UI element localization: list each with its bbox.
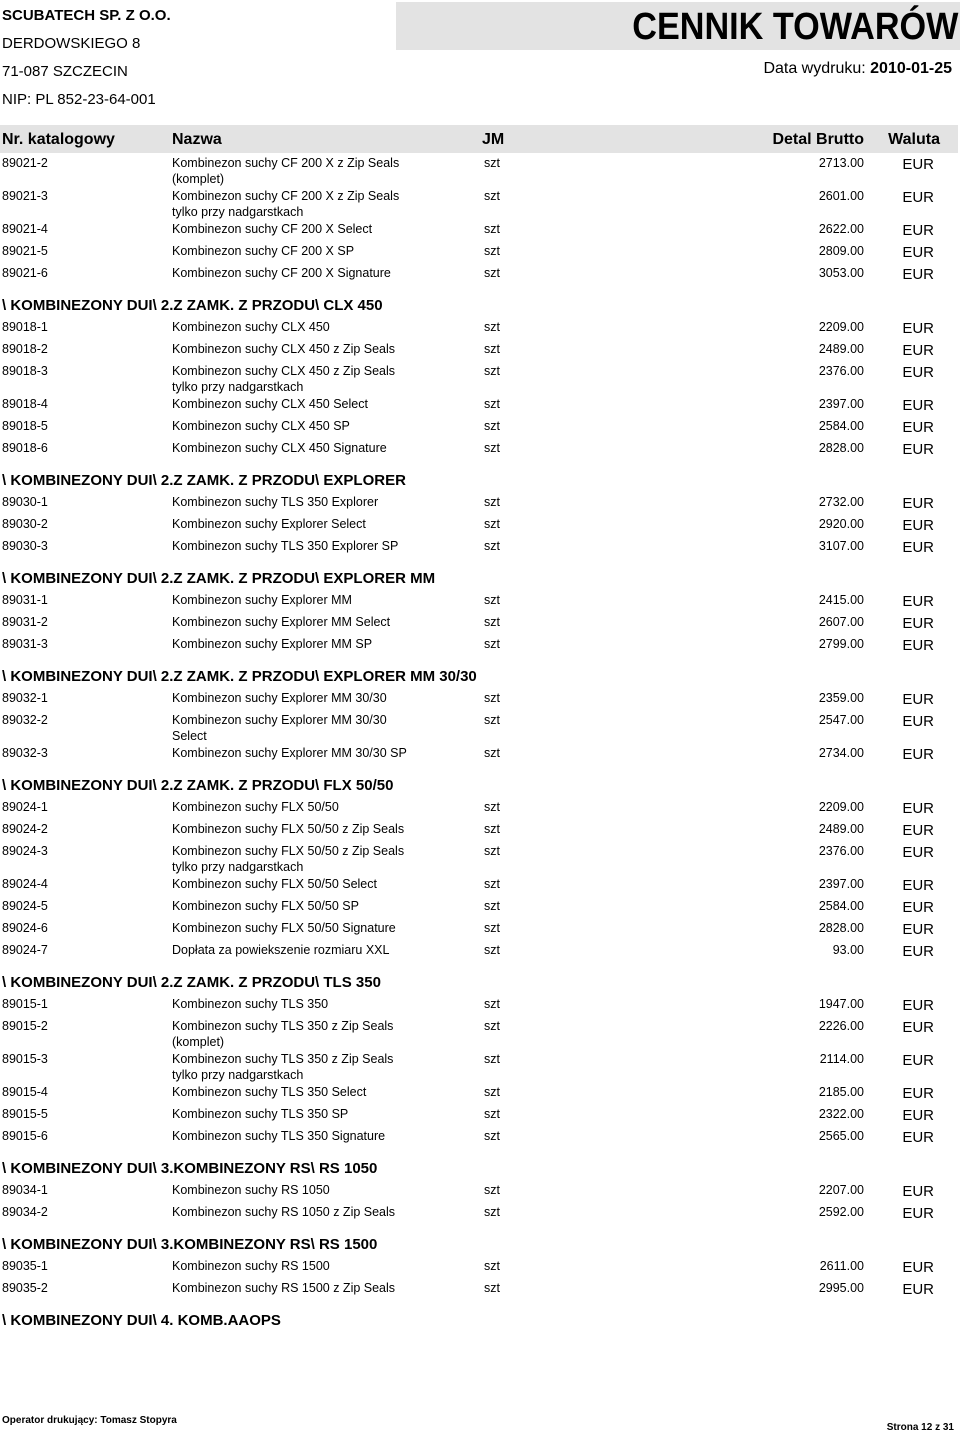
column-header-unit: JM xyxy=(482,131,505,148)
product-name-line1: Kombinezon suchy RS 1050 xyxy=(172,1183,330,1197)
catalog-number: 89015-5 xyxy=(2,1107,48,1121)
unit: szt xyxy=(484,1183,500,1197)
unit: szt xyxy=(484,691,500,705)
catalog-number: 89018-1 xyxy=(2,320,48,334)
price: 2828.00 xyxy=(818,441,864,455)
currency: EUR xyxy=(902,593,934,610)
catalog-number: 89018-6 xyxy=(2,441,48,455)
catalog-number: 89018-2 xyxy=(2,342,48,356)
product-name-line1: Kombinezon suchy CLX 450 SP xyxy=(172,419,350,433)
catalog-number: 89021-4 xyxy=(2,222,48,236)
unit: szt xyxy=(484,997,500,1011)
unit: szt xyxy=(484,495,500,509)
product-name xyxy=(172,614,422,630)
unit: szt xyxy=(484,1052,500,1066)
price: 2799.00 xyxy=(818,637,864,651)
price: 2584.00 xyxy=(818,419,864,433)
product-name xyxy=(172,898,422,914)
product-name xyxy=(172,363,422,395)
product-name xyxy=(172,1106,422,1122)
currency: EUR xyxy=(902,943,934,960)
product-name-line1: Kombinezon suchy TLS 350 SP xyxy=(172,1107,349,1121)
catalog-number: 89030-1 xyxy=(2,495,48,509)
catalog-number: 89034-1 xyxy=(2,1183,48,1197)
product-name-line1: Kombinezon suchy Explorer Select xyxy=(172,517,366,531)
price: 2622.00 xyxy=(818,222,864,236)
product-name-line1: Kombinezon suchy RS 1050 z Zip Seals xyxy=(172,1205,396,1219)
currency: EUR xyxy=(902,364,934,381)
currency: EUR xyxy=(902,1052,934,1069)
unit: szt xyxy=(484,1085,500,1099)
currency: EUR xyxy=(902,342,934,359)
catalog-number: 89021-5 xyxy=(2,244,48,258)
price: 2376.00 xyxy=(818,844,864,858)
price: 2734.00 xyxy=(818,746,864,760)
product-name xyxy=(172,1258,422,1274)
product-name-line1: Kombinezon suchy FLX 50/50 Signature xyxy=(172,921,396,935)
product-name-line1: Kombinezon suchy CLX 450 xyxy=(172,320,330,334)
catalog-number: 89031-2 xyxy=(2,615,48,629)
currency: EUR xyxy=(902,320,934,337)
product-name-line1: Kombinezon suchy Explorer MM xyxy=(172,593,352,607)
company-name: SCUBATECH SP. Z O.O. xyxy=(2,7,171,24)
price: 2322.00 xyxy=(818,1107,864,1121)
print-date xyxy=(763,60,952,78)
catalog-number: 89024-6 xyxy=(2,921,48,935)
price: 3107.00 xyxy=(818,539,864,553)
product-name-line1: Kombinezon suchy FLX 50/50 z Zip Seals xyxy=(172,844,405,858)
price: 2209.00 xyxy=(818,320,864,334)
product-name-line1: Kombinezon suchy RS 1500 z Zip Seals xyxy=(172,1281,396,1295)
catalog-number: 89035-1 xyxy=(2,1259,48,1273)
catalog-number: 89034-2 xyxy=(2,1205,48,1219)
price: 2114.00 xyxy=(819,1052,864,1066)
unit: szt xyxy=(484,1107,500,1121)
currency: EUR xyxy=(902,1129,934,1146)
unit: szt xyxy=(484,746,500,760)
section-heading: \ KOMBINEZONY DUI\ 2.Z ZAMK. Z PRZODU\ EXPLORER MM 30/30 xyxy=(2,668,477,685)
currency: EUR xyxy=(902,517,934,534)
product-name xyxy=(172,221,422,237)
product-name-line1: Kombinezon suchy TLS 350 z Zip Seals xyxy=(172,1052,394,1066)
unit: szt xyxy=(484,320,500,334)
catalog-number: 89015-4 xyxy=(2,1085,48,1099)
catalog-number: 89018-5 xyxy=(2,419,48,433)
product-name xyxy=(172,1280,422,1296)
unit: szt xyxy=(484,615,500,629)
price: 2607.00 xyxy=(818,615,864,629)
product-name xyxy=(172,843,422,875)
unit: szt xyxy=(484,822,500,836)
section-heading: \ KOMBINEZONY DUI\ 2.Z ZAMK. Z PRZODU\ EXPLORER MM xyxy=(2,570,436,587)
column-header-name: Nazwa xyxy=(172,131,222,148)
product-name xyxy=(172,418,422,434)
currency: EUR xyxy=(902,637,934,654)
unit: szt xyxy=(484,921,500,935)
currency: EUR xyxy=(902,1107,934,1124)
currency: EUR xyxy=(902,746,934,763)
column-header-currency: Waluta xyxy=(888,131,940,148)
unit: szt xyxy=(484,637,500,651)
section-heading: \ KOMBINEZONY DUI\ 2.Z ZAMK. Z PRZODU\ TLS 350 xyxy=(2,974,381,991)
product-name-line1: Kombinezon suchy CLX 450 Signature xyxy=(172,441,387,455)
unit: szt xyxy=(484,899,500,913)
price: 2397.00 xyxy=(818,397,864,411)
price: 2489.00 xyxy=(818,342,864,356)
currency: EUR xyxy=(902,539,934,556)
unit: szt xyxy=(484,419,500,433)
section-heading: \ KOMBINEZONY DUI\ 3.KOMBINEZONY RS\ RS 1050 xyxy=(2,1160,378,1177)
currency: EUR xyxy=(902,921,934,938)
currency: EUR xyxy=(902,800,934,817)
product-name xyxy=(172,636,422,652)
unit: szt xyxy=(484,342,500,356)
product-name-line1: Kombinezon suchy TLS 350 Select xyxy=(172,1085,367,1099)
footer-page-number: Strona 12 z 31 xyxy=(886,1422,954,1433)
currency: EUR xyxy=(902,877,934,894)
product-name xyxy=(172,1128,422,1144)
company-street: DERDOWSKIEGO 8 xyxy=(2,35,141,52)
unit: szt xyxy=(484,713,500,727)
price: 1947.00 xyxy=(818,997,864,1011)
product-name xyxy=(172,996,422,1012)
unit: szt xyxy=(484,1205,500,1219)
product-name-line1: Kombinezon suchy CF 200 X SP xyxy=(172,244,355,258)
unit: szt xyxy=(484,222,500,236)
catalog-number: 89032-1 xyxy=(2,691,48,705)
company-info xyxy=(2,2,382,114)
currency: EUR xyxy=(902,441,934,458)
unit: szt xyxy=(484,364,500,378)
product-name xyxy=(172,1182,422,1198)
product-name xyxy=(172,712,422,744)
document-title: CENNIK TOWARÓW xyxy=(631,6,958,48)
product-name xyxy=(172,319,422,335)
product-name xyxy=(172,1204,422,1220)
currency: EUR xyxy=(902,244,934,261)
price: 2611.00 xyxy=(819,1259,864,1273)
column-header-catalog: Nr. katalogowy xyxy=(2,131,115,148)
unit: szt xyxy=(484,877,500,891)
price: 2920.00 xyxy=(818,517,864,531)
currency: EUR xyxy=(902,822,934,839)
product-name xyxy=(172,1018,422,1050)
catalog-number: 89015-2 xyxy=(2,1019,48,1033)
currency: EUR xyxy=(902,1205,934,1222)
product-name-line1: Kombinezon suchy Explorer MM 30/30 SP xyxy=(172,746,407,760)
unit: szt xyxy=(484,1019,500,1033)
unit: szt xyxy=(484,539,500,553)
catalog-number: 89030-2 xyxy=(2,517,48,531)
product-name xyxy=(172,745,422,761)
product-name-line1: Kombinezon suchy TLS 350 Signature xyxy=(172,1129,386,1143)
catalog-number: 89024-2 xyxy=(2,822,48,836)
product-name xyxy=(172,440,422,456)
catalog-number: 89030-3 xyxy=(2,539,48,553)
product-name-line1: Kombinezon suchy CLX 450 z Zip Seals xyxy=(172,364,396,378)
product-name xyxy=(172,592,422,608)
catalog-number: 89031-3 xyxy=(2,637,48,651)
catalog-number: 89021-3 xyxy=(2,189,48,203)
product-name xyxy=(172,538,422,554)
product-name xyxy=(172,243,422,259)
company-nip: NIP: PL 852-23-64-001 xyxy=(2,91,156,108)
catalog-number: 89018-4 xyxy=(2,397,48,411)
price: 93.00 xyxy=(832,943,864,957)
price: 2415.00 xyxy=(818,593,864,607)
product-name-line1: Kombinezon suchy FLX 50/50 xyxy=(172,800,339,814)
product-name-line1: Kombinezon suchy TLS 350 z Zip Seals xyxy=(172,1019,394,1033)
footer-operator: Operator drukujący: Tomasz Stopyra xyxy=(2,1415,177,1426)
product-name-line1: Kombinezon suchy FLX 50/50 Select xyxy=(172,877,377,891)
product-name xyxy=(172,155,422,187)
price: 2584.00 xyxy=(818,899,864,913)
catalog-number: 89032-3 xyxy=(2,746,48,760)
catalog-number: 89024-4 xyxy=(2,877,48,891)
product-name-line2: (komplet) xyxy=(172,1035,225,1049)
unit: szt xyxy=(484,1129,500,1143)
section-heading: \ KOMBINEZONY DUI\ 2.Z ZAMK. Z PRZODU\ EXPLORER xyxy=(2,472,406,489)
unit: szt xyxy=(484,844,500,858)
product-name-line2: tylko przy nadgarstkach xyxy=(172,860,304,874)
price: 2185.00 xyxy=(818,1085,864,1099)
unit: szt xyxy=(484,441,500,455)
product-name-line1: Kombinezon suchy CF 200 X z Zip Seals xyxy=(172,189,400,203)
price: 2601.00 xyxy=(818,189,864,203)
product-name xyxy=(172,341,422,357)
catalog-number: 89024-3 xyxy=(2,844,48,858)
product-name-line2: (komplet) xyxy=(172,172,225,186)
product-name-line1: Kombinezon suchy CF 200 X z Zip Seals xyxy=(172,156,400,170)
currency: EUR xyxy=(902,1259,934,1276)
price: 2226.00 xyxy=(818,1019,864,1033)
column-header-price: Detal Brutto xyxy=(772,131,864,148)
currency: EUR xyxy=(902,495,934,512)
print-date-value: 2010-01-25 xyxy=(870,60,952,77)
company-city: 71-087 SZCZECIN xyxy=(2,63,128,80)
price: 2713.00 xyxy=(818,156,864,170)
product-name-line1: Kombinezon suchy Explorer MM SP xyxy=(172,637,373,651)
print-date-label: Data wydruku: xyxy=(763,60,866,77)
product-name xyxy=(172,396,422,412)
price: 2565.00 xyxy=(818,1129,864,1143)
price: 2547.00 xyxy=(818,713,864,727)
currency: EUR xyxy=(902,691,934,708)
catalog-number: 89031-1 xyxy=(2,593,48,607)
price: 2209.00 xyxy=(818,800,864,814)
product-name-line1: Kombinezon suchy TLS 350 Explorer xyxy=(172,495,379,509)
title-box xyxy=(396,2,960,50)
unit: szt xyxy=(484,156,500,170)
product-name-line1: Dopłata za powiekszenie rozmiaru XXL xyxy=(172,943,390,957)
catalog-number: 89021-2 xyxy=(2,156,48,170)
price: 2828.00 xyxy=(818,921,864,935)
product-name-line1: Kombinezon suchy TLS 350 xyxy=(172,997,329,1011)
price: 2809.00 xyxy=(818,244,864,258)
unit: szt xyxy=(484,189,500,203)
section-heading: \ KOMBINEZONY DUI\ 4. KOMB.AAOPS xyxy=(2,1312,281,1329)
section-heading: \ KOMBINEZONY DUI\ 3.KOMBINEZONY RS\ RS 1500 xyxy=(2,1236,378,1253)
catalog-number: 89015-1 xyxy=(2,997,48,1011)
unit: szt xyxy=(484,266,500,280)
product-name-line1: Kombinezon suchy CF 200 X Select xyxy=(172,222,373,236)
catalog-number: 89024-1 xyxy=(2,800,48,814)
product-name-line1: Kombinezon suchy TLS 350 Explorer SP xyxy=(172,539,399,553)
price: 2732.00 xyxy=(818,495,864,509)
currency: EUR xyxy=(902,899,934,916)
product-name-line1: Kombinezon suchy FLX 50/50 SP xyxy=(172,899,359,913)
section-heading: \ KOMBINEZONY DUI\ 2.Z ZAMK. Z PRZODU\ FLX 50/50 xyxy=(2,777,394,794)
unit: szt xyxy=(484,517,500,531)
currency: EUR xyxy=(902,222,934,239)
product-name xyxy=(172,1051,422,1083)
currency: EUR xyxy=(902,615,934,632)
currency: EUR xyxy=(902,1281,934,1298)
product-name-line1: Kombinezon suchy Explorer MM Select xyxy=(172,615,391,629)
currency: EUR xyxy=(902,189,934,206)
currency: EUR xyxy=(902,419,934,436)
product-name xyxy=(172,876,422,892)
product-name xyxy=(172,494,422,510)
catalog-number: 89035-2 xyxy=(2,1281,48,1295)
product-name xyxy=(172,920,422,936)
unit: szt xyxy=(484,244,500,258)
product-name xyxy=(172,799,422,815)
product-name xyxy=(172,516,422,532)
product-name-line2: tylko przy nadgarstkach xyxy=(172,380,304,394)
currency: EUR xyxy=(902,1085,934,1102)
product-name-line1: Kombinezon suchy CLX 450 Select xyxy=(172,397,368,411)
product-name xyxy=(172,1084,422,1100)
product-name-line1: Kombinezon suchy Explorer MM 30/30 xyxy=(172,691,387,705)
unit: szt xyxy=(484,943,500,957)
product-name-line1: Kombinezon suchy CLX 450 z Zip Seals xyxy=(172,342,396,356)
currency: EUR xyxy=(902,156,934,173)
currency: EUR xyxy=(902,1019,934,1036)
currency: EUR xyxy=(902,713,934,730)
product-name xyxy=(172,942,422,958)
catalog-number: 89018-3 xyxy=(2,364,48,378)
catalog-number: 89024-5 xyxy=(2,899,48,913)
catalog-number: 89015-3 xyxy=(2,1052,48,1066)
price: 3053.00 xyxy=(818,266,864,280)
catalog-number: 89032-2 xyxy=(2,713,48,727)
currency: EUR xyxy=(902,266,934,283)
product-name-line1: Kombinezon suchy RS 1500 xyxy=(172,1259,330,1273)
product-name-line2: Select xyxy=(172,729,207,743)
price: 2592.00 xyxy=(818,1205,864,1219)
product-name-line1: Kombinezon suchy CF 200 X Signature xyxy=(172,266,391,280)
unit: szt xyxy=(484,1281,500,1295)
product-name-line2: tylko przy nadgarstkach xyxy=(172,205,304,219)
product-name-line1: Kombinezon suchy FLX 50/50 z Zip Seals xyxy=(172,822,405,836)
catalog-number: 89021-6 xyxy=(2,266,48,280)
product-name-line1: Kombinezon suchy Explorer MM 30/30 xyxy=(172,713,387,727)
price: 2489.00 xyxy=(818,822,864,836)
price: 2995.00 xyxy=(818,1281,864,1295)
catalog-number: 89024-7 xyxy=(2,943,48,957)
currency: EUR xyxy=(902,997,934,1014)
product-name xyxy=(172,188,422,220)
product-name xyxy=(172,265,422,281)
section-heading: \ KOMBINEZONY DUI\ 2.Z ZAMK. Z PRZODU\ CLX 450 xyxy=(2,297,383,314)
product-name-line2: tylko przy nadgarstkach xyxy=(172,1068,304,1082)
product-name xyxy=(172,821,422,837)
price: 2376.00 xyxy=(818,364,864,378)
currency: EUR xyxy=(902,844,934,861)
unit: szt xyxy=(484,593,500,607)
unit: szt xyxy=(484,800,500,814)
currency: EUR xyxy=(902,397,934,414)
unit: szt xyxy=(484,1259,500,1273)
unit: szt xyxy=(484,397,500,411)
currency: EUR xyxy=(902,1183,934,1200)
product-name xyxy=(172,690,422,706)
column-header-row xyxy=(0,125,958,153)
price: 2207.00 xyxy=(818,1183,864,1197)
price: 2397.00 xyxy=(818,877,864,891)
catalog-number: 89015-6 xyxy=(2,1129,48,1143)
price: 2359.00 xyxy=(818,691,864,705)
